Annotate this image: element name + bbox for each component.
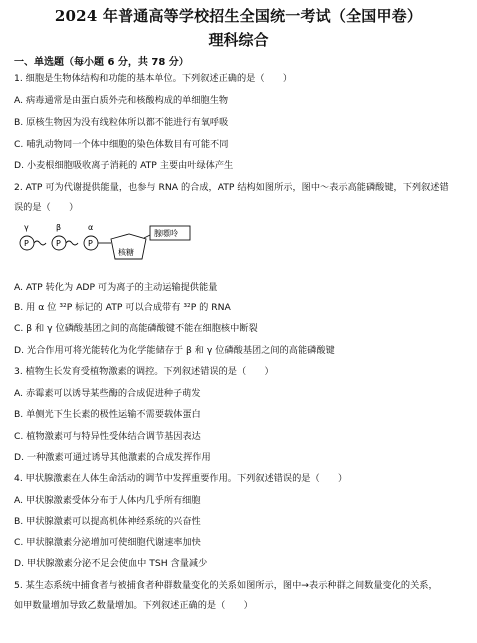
section-heading: 一、单选题（每小题 6 分，共 78 分） xyxy=(14,57,189,68)
text-line: D. 小麦根细胞吸收离子消耗的 ATP 主要由叶绿体产生 xyxy=(14,160,234,171)
adenine-label: 腺嘌呤 xyxy=(154,229,178,238)
text-line: A. 赤霉素可以诱导某些酶的合成促进种子萌发 xyxy=(14,388,201,399)
text-line: 3. 植物生长发育受植物激素的调控。下列叙述错误的是（ ） xyxy=(14,366,274,377)
text-line: 1. 细胞是生物体结构和功能的基本单位。下列叙述正确的是（ ） xyxy=(14,73,293,84)
phosphate-beta-label: P xyxy=(56,239,61,248)
text-line: 4. 甲状腺激素在人体生命活动的调节中发挥重要作用。下列叙述错误的是（ ） xyxy=(14,473,348,484)
text-line: C. 植物激素可与特异性受体结合调节基因表达 xyxy=(14,431,201,442)
text-line: A. 甲状腺激素受体分布于人体内几乎所有细胞 xyxy=(14,495,201,506)
text-line: C. 哺乳动物同一个体中细胞的染色体数目有可能不同 xyxy=(14,139,229,150)
text-line: C. 甲状腺激素分泌增加可使细胞代谢速率加快 xyxy=(14,537,201,548)
text-line: D. 光合作用可将光能转化为化学能储存于 β 和 γ 位磷酸基团之间的高能磷酸键 xyxy=(14,345,335,356)
text-line: 5. 某生态系统中捕食者与被捕食者种群数量变化的关系如图所示，图中→表示种群之间数量变化的关系， xyxy=(14,580,438,591)
text-line: 2. ATP 可为代谢提供能量，也参与 RNA 的合成，ATP 结构如图所示，图中～表示高能磷酸键，下列叙述错 xyxy=(14,182,449,193)
text-line: B. 用 α 位 ³²P 标记的 ATP 可以合成带有 ³²P 的 RNA xyxy=(14,302,231,313)
phosphate-alpha-label: P xyxy=(88,239,93,248)
text-line: D. 甲状腺激素分泌不足会使血中 TSH 含量减少 xyxy=(14,558,208,569)
text-line: C. β 和 γ 位磷酸基团之间的高能磷酸键不能在细胞核中断裂 xyxy=(14,323,258,334)
text-line: 如甲数量增加导致乙数量增加。下列叙述正确的是（ ） xyxy=(14,600,253,611)
text-line: B. 单侧光下生长素的极性运输不需要载体蛋白 xyxy=(14,409,201,420)
alpha-label: α xyxy=(88,223,94,232)
text-line: A. ATP 转化为 ADP 可为离子的主动运输提供能量 xyxy=(14,282,218,293)
text-line: A. 病毒通常是由蛋白质外壳和核酸构成的单细胞生物 xyxy=(14,95,229,106)
phosphate-gamma-label: P xyxy=(24,239,29,248)
beta-label: β xyxy=(56,223,62,232)
gamma-label: γ xyxy=(24,223,29,232)
ribose-label: 核糖 xyxy=(118,248,134,257)
atp-structure-diagram xyxy=(14,222,214,274)
text-line: D. 一种激素可通过诱导其他激素的合成发挥作用 xyxy=(14,452,211,463)
glycosidic-bond xyxy=(144,235,150,238)
text-line: 误的是（ ） xyxy=(14,202,79,213)
exam-subtitle: 理科综合 xyxy=(208,31,269,49)
exam-title: 2024 年普通高等学校招生全国统一考试（全国甲卷） xyxy=(54,7,423,25)
text-line: B. 甲状腺激素可以提高机体神经系统的兴奋性 xyxy=(14,516,201,527)
text-line: B. 原核生物因为没有线粒体所以都不能进行有氧呼吸 xyxy=(14,117,229,128)
high-energy-bond-1 xyxy=(34,241,46,245)
high-energy-bond-2 xyxy=(66,241,78,245)
